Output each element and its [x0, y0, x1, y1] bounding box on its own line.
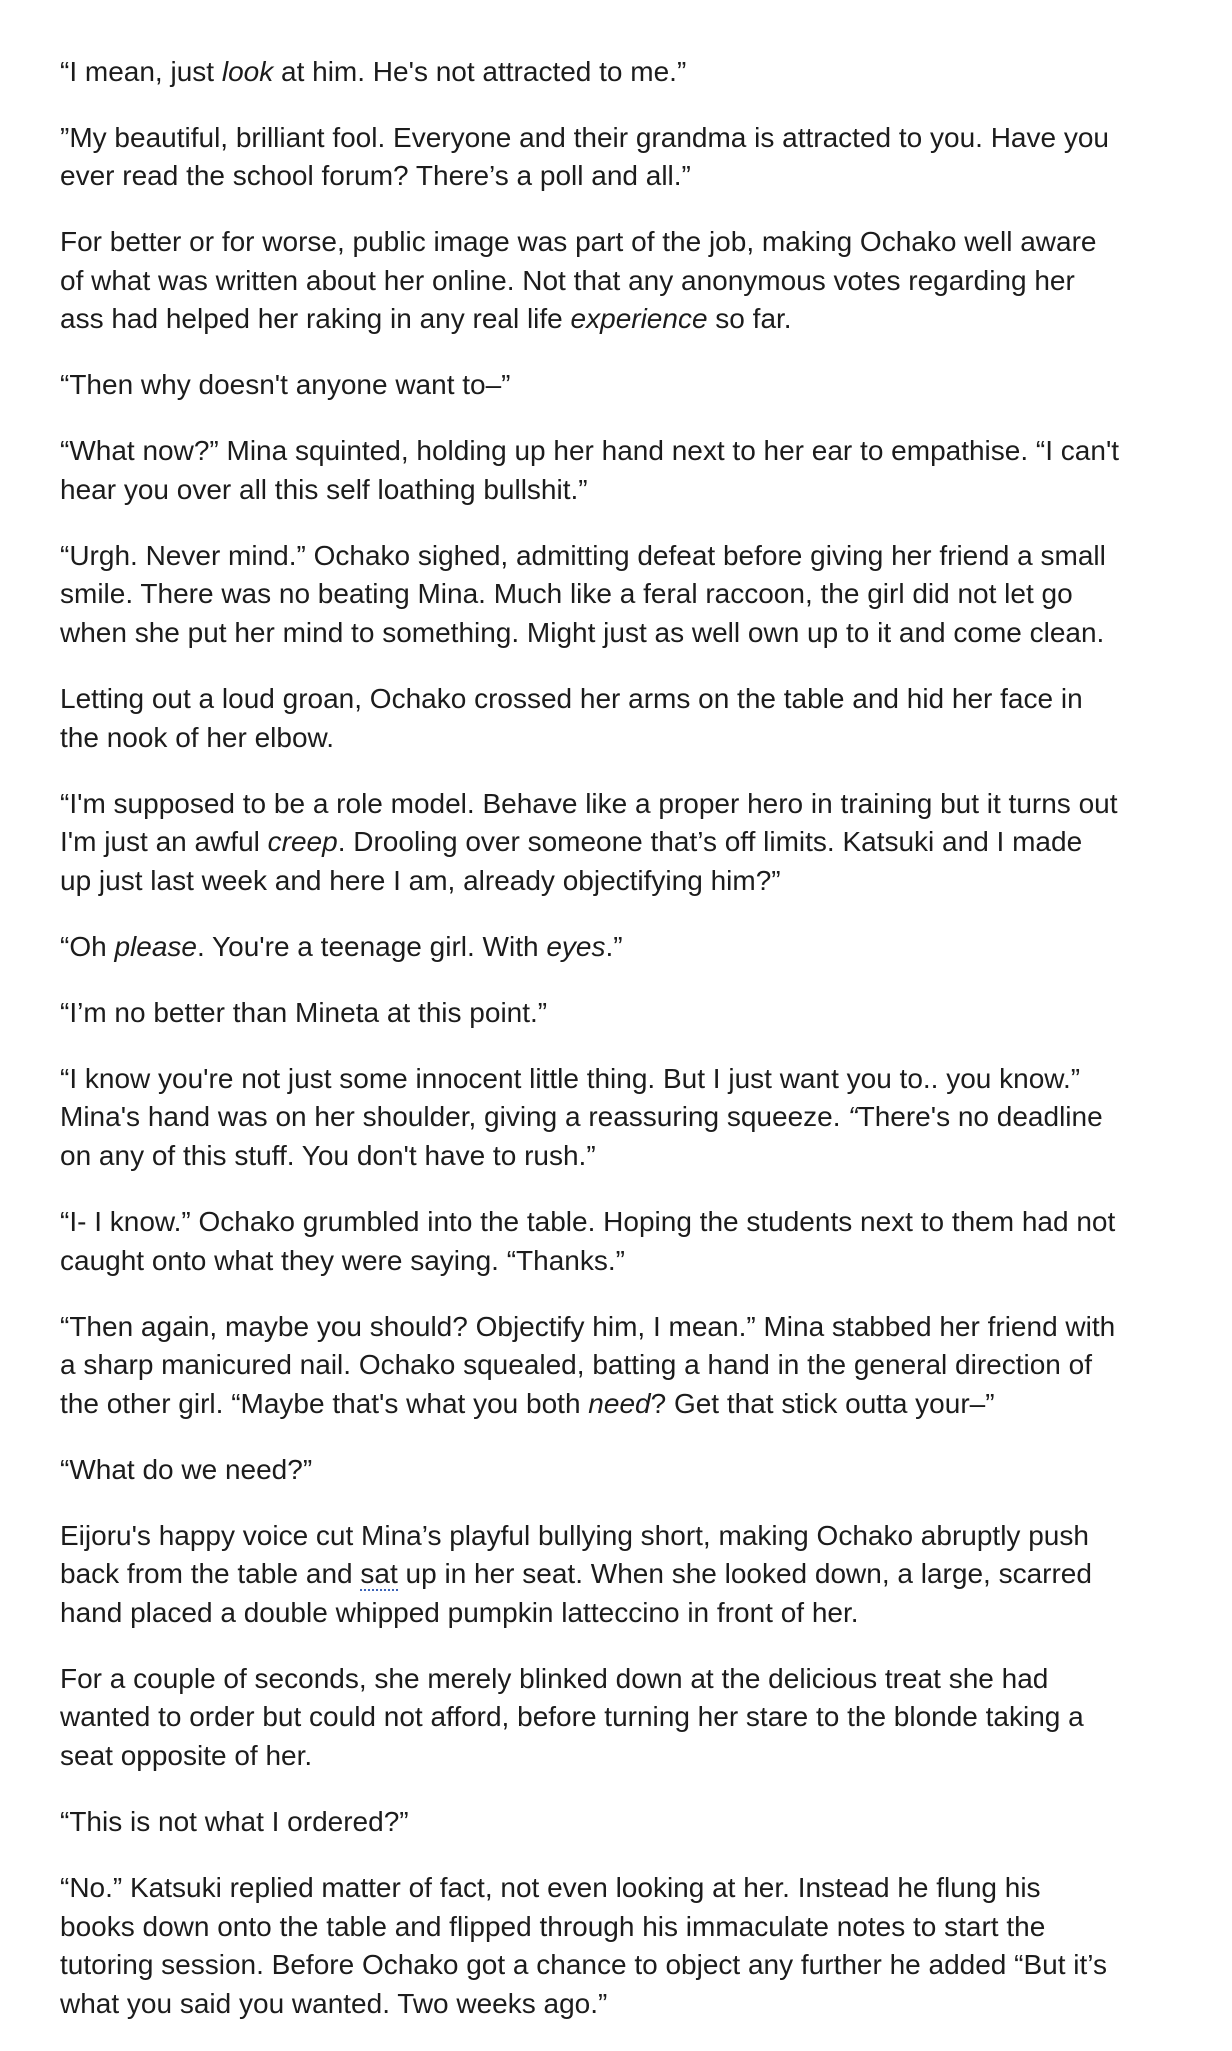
text-run: ”My beautiful, brilliant fool. Everyone and their grandma is attracted to you. Have you ever read the school forum? There’s a poll and all.” — [60, 121, 1109, 192]
text-run: so far. — [707, 303, 792, 335]
text-run: “I'm supposed to be a role model. Behave like a proper hero in training but it turns out I'm just an awful — [60, 787, 1118, 858]
text-run: up in her seat. When she looked down, a large, scarred hand placed a double whipped pumpkin latteccino in front of her. — [60, 1558, 1092, 1628]
emphasis-text: “ — [848, 1101, 858, 1133]
paragraph-13 — [60, 1308, 1180, 1424]
paragraph-1 — [60, 14, 1180, 91]
emphasis-text: experience — [570, 303, 708, 335]
paragraph-15 — [60, 1517, 1180, 1633]
text-run: at him. He's not attracted to me.” — [273, 55, 687, 87]
paragraph-16 — [60, 1660, 1180, 1776]
paragraph-5 — [60, 432, 1180, 509]
text-run: .” — [605, 930, 623, 962]
paragraph-12 — [60, 1203, 1180, 1280]
emphasis-text: please — [114, 930, 197, 962]
paragraph-4 — [60, 366, 1180, 405]
text-run: “Oh — [60, 930, 115, 962]
paragraph-2 — [60, 119, 1180, 196]
paragraph-6 — [60, 537, 1180, 653]
paragraph-18 — [60, 1869, 1180, 2023]
text-run: “What do we need?” — [60, 1453, 313, 1485]
paragraph-17 — [60, 1803, 1180, 1842]
text-run: “Urgh. Never mind.” Ochako sighed, admitting defeat before giving her friend a small smile. There was no beating Mina. Much like a feral raccoon, the girl did not let go when she put her mind to something. Might just as well own up to it and come clean. — [60, 539, 1106, 649]
text-run: “This is not what I ordered?” — [60, 1806, 409, 1838]
text-run: ? Get that stick outta your–” — [650, 1387, 995, 1419]
text-run: “I mean, just — [60, 55, 222, 87]
emphasis-text: need — [588, 1387, 651, 1419]
paragraph-3 — [60, 223, 1180, 339]
document-body — [60, 14, 1180, 2051]
paragraph-9 — [60, 928, 1180, 967]
paragraph-14 — [60, 1451, 1180, 1490]
text-run: There's no deadline on any of this stuff. You don't have to rush.” — [60, 1101, 1103, 1171]
spellcheck-underlined-word[interactable]: sat — [360, 1558, 398, 1590]
text-run: “Then again, maybe you should? Objectify him, I mean.” Mina stabbed her friend with a sharp manicured nail. Ochako squealed, batting a hand in the general direction of the other girl. “Maybe that's what you both — [60, 1310, 1116, 1419]
text-run: . You're a teenage girl. With — [196, 930, 547, 962]
paragraph-10 — [60, 994, 1180, 1033]
text-run: “No.” Katsuki replied matter of fact, not even looking at her. Instead he flung his books down onto the table and flipped through his immaculate notes to start the tutoring session. Before Ochako got a chance to object any further he added “But it’s what you said you wanted. Two weeks ago.” — [60, 1872, 1108, 2019]
text-run: “What now?” Mina squinted, holding up her hand next to her ear to empathise. “I can't hear you over all this self loathing bullshit.” — [60, 435, 1120, 505]
text-run: “I- I know.” Ochako grumbled into the table. Hoping the students next to them had not caught onto what they were saying. “Thanks.” — [60, 1205, 1116, 1276]
emphasis-text: creep — [267, 826, 338, 858]
text-run: Eijoru's happy voice cut Mina’s playful bullying short, making Ochako abruptly push back from the table and — [60, 1519, 1089, 1590]
text-run: “I know you're not just some innocent little thing. But I just want you to.. you know.” Mina's hand was on her shoulder, giving a reassuring squeeze. — [60, 1062, 1081, 1133]
text-run: For better or for worse, public image was part of the job, making Ochako well aware of what was written about her online. Not that any anonymous votes regarding her ass had helped her raking in any real life — [60, 226, 1097, 335]
text-run: Letting out a loud groan, Ochako crossed her arms on the table and hid her face in the nook of her elbow. — [60, 683, 1083, 753]
text-run: For a couple of seconds, she merely blinked down at the delicious treat she had wanted to order but could not afford, before turning her stare to the blonde taking a seat opposite of her. — [60, 1662, 1084, 1772]
emphasis-text: look — [221, 55, 274, 87]
paragraph-11 — [60, 1060, 1180, 1176]
paragraph-7 — [60, 680, 1180, 757]
paragraph-8 — [60, 785, 1180, 901]
text-run: “Then why doesn't anyone want to–” — [60, 369, 511, 401]
text-run: . Drooling over someone that’s off limits. Katsuki and I made up just last week and here I am, already objectifying him?” — [60, 826, 1083, 896]
emphasis-text: eyes — [546, 930, 606, 962]
text-run: “I’m no better than Mineta at this point.” — [60, 996, 548, 1028]
